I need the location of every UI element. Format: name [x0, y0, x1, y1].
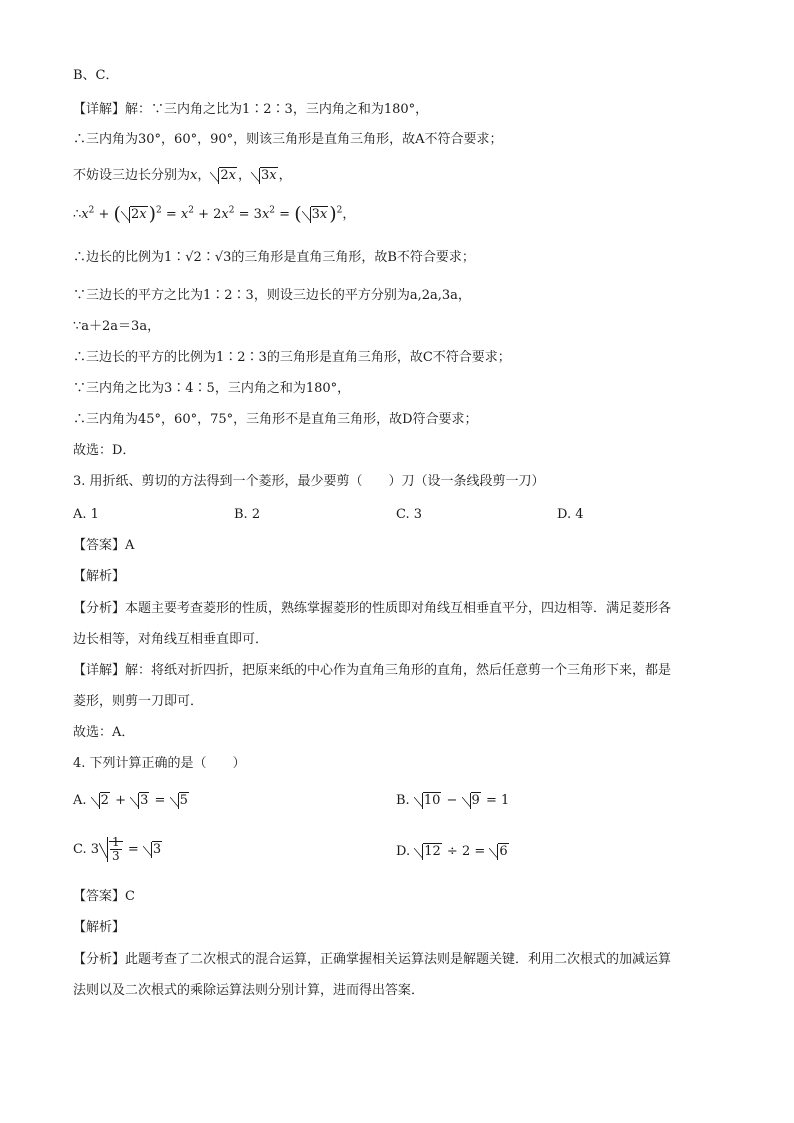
text-line: ∴三内角为45°，60°，75°，三角形不是直角三角形，故D符合要求； [73, 412, 478, 427]
text-fragment: 不妨设三边长分别为 [73, 168, 191, 183]
math-expression: 10 − 9 = 1 [414, 793, 509, 808]
q4-option-d [396, 843, 510, 861]
option-label: C. [73, 842, 87, 857]
text-line: ∵三边长的平方之比为1∶2∶3，则设三边长的平方分别为a,2a,3a， [73, 288, 471, 303]
text-line: ∵三内角之比为3∶4∶5，三内角之和为180°， [73, 381, 351, 396]
text-line [73, 205, 724, 224]
text-fragment: ∴ [73, 207, 82, 222]
question-4: 4. 下列计算正确的是（ ） [73, 756, 246, 771]
math-expression: x， 2x ， 3x ， [190, 168, 292, 183]
text-line: 故选：D． [73, 443, 136, 458]
answer-label: 【答案】A [73, 538, 135, 553]
q3-option-c: C. 3 [396, 507, 423, 522]
text-line: ∴边长的比例为1∶√2∶√3的三角形是直角三角形，故B不符合要求； [73, 250, 475, 265]
text-line: ∴三边长的平方的比例为1∶2∶3的三角形是直角三角形，故C不符合要求； [73, 350, 511, 365]
analysis-label: 【解析】 [73, 569, 126, 584]
text-line: 菱形，则剪一刀即可． [73, 694, 204, 709]
text-line [73, 167, 724, 185]
q4-option-b [396, 792, 509, 810]
text-line: ∴三内角为30°，60°，90°，则该三角形是直角三角形，故A不符合要求； [73, 132, 503, 147]
question-3: 3. 用折纸、剪切的方法得到一个菱形，最少要剪（ ）刀（设一条线段剪一刀） [73, 474, 545, 489]
option-label: A. [73, 793, 87, 808]
text-line: 【详解】解：∵三内角之比为1∶2∶3，三内角之和为180°， [73, 102, 429, 117]
q3-option-b: B. 2 [234, 507, 261, 522]
option-label: D. [396, 844, 411, 859]
analysis-label: 【解析】 [73, 920, 126, 935]
math-expression: $x^2$ + ( 2x )$^2 = x^2 + 2x^2 = 3x^2$ = ( 3x )$^2$， [81, 203, 356, 225]
text-line: 故选：A． [73, 725, 135, 740]
text-line: 边长相等，对角线互相垂直即可． [73, 632, 269, 647]
q3-option-d: D. 4 [557, 507, 584, 522]
text-line: ∵a＋2a＝3a， [73, 319, 161, 334]
math-expression: 12 ÷ 2 = 6 [414, 844, 509, 859]
text-line: 【详解】解：将纸对折四折，把原来纸的中心作为直角三角形的直角，然后任意剪一个三角形下来，都是 [73, 663, 672, 678]
text-line: 【分析】此题考查了二次根式的混合运算，正确掌握相关运算法则是解题关键．利用二次根式的加减运算 [73, 952, 672, 967]
q4-option-a [73, 792, 190, 810]
text-line: B、C． [73, 68, 119, 83]
text-line: 法则以及二次根式的乘除运算法则分别计算，进而得出答案． [73, 983, 425, 998]
q3-option-a: A. 1 [73, 507, 99, 522]
q4-option-c [73, 836, 163, 863]
option-label: B. [396, 793, 410, 808]
answer-label: 【答案】C [73, 889, 135, 904]
math-expression: 2 + 3 = 5 [91, 793, 190, 808]
math-expression: 3 $\frac{1}{3}$ = 3 [90, 835, 162, 863]
text-line: 【分析】本题主要考查菱形的性质，熟练掌握菱形的性质即对角线互相垂直平分，四边相等．满足菱形各 [73, 601, 672, 616]
